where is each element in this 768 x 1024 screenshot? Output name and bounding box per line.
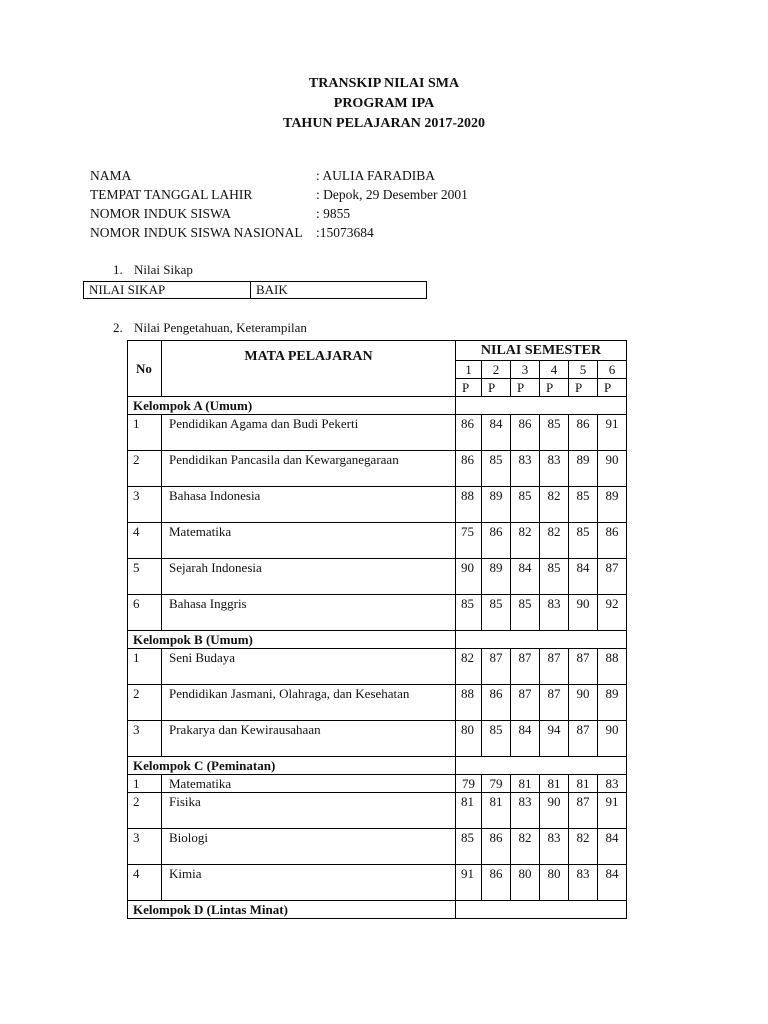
semester-2-score: 85 <box>482 721 511 757</box>
semester-5-score: 84 <box>569 559 598 595</box>
student-name-row <box>90 166 468 185</box>
semester-3-score: 82 <box>511 523 540 559</box>
semester-1-score: 86 <box>456 451 482 487</box>
semester-3-score: 86 <box>511 415 540 451</box>
subject-no: 3 <box>128 721 162 757</box>
birth-row <box>90 185 468 204</box>
attitude-label: NILAI SIKAP <box>84 282 251 299</box>
semester-5-score: 89 <box>569 451 598 487</box>
semester-2-score: 86 <box>482 523 511 559</box>
header-no: No <box>128 341 162 397</box>
semester-2-score: 86 <box>482 865 511 901</box>
semester-3-score: 84 <box>511 721 540 757</box>
semester-4-score: 82 <box>540 487 569 523</box>
title-line-1: TRANSKIP NILAI SMA <box>308 76 460 91</box>
subject-row <box>128 721 627 757</box>
semester-5-score: 81 <box>569 775 598 793</box>
semester-2-score: 85 <box>482 595 511 631</box>
subject-row <box>128 487 627 523</box>
subject-no: 2 <box>128 685 162 721</box>
semester-3-score: 87 <box>511 685 540 721</box>
semester-4-score: 85 <box>540 559 569 595</box>
header-semester-5: 5 <box>569 361 598 379</box>
section-2-title: Nilai Pengetahuan, Keterampilan <box>134 320 307 335</box>
student-info <box>90 166 468 242</box>
attitude-row <box>84 282 427 299</box>
header-subject: MATA PELAJARAN <box>162 341 456 397</box>
nis-label: NOMOR INDUK SISWA <box>90 206 232 221</box>
header-p-5: P <box>569 379 598 397</box>
section-1-title: Nilai Sikap <box>134 262 193 277</box>
semester-6-score: 84 <box>598 829 627 865</box>
semester-3-score: 83 <box>511 793 540 829</box>
header-row-1 <box>128 341 627 361</box>
subject-row <box>128 523 627 559</box>
semester-4-score: 90 <box>540 793 569 829</box>
subject-row <box>128 685 627 721</box>
semester-6-score: 88 <box>598 649 627 685</box>
semester-2-score: 79 <box>482 775 511 793</box>
subject-name: Seni Budaya <box>162 649 456 685</box>
semester-1-score: 75 <box>456 523 482 559</box>
semester-5-score: 82 <box>569 829 598 865</box>
semester-3-score: 84 <box>511 559 540 595</box>
subject-no: 4 <box>128 865 162 901</box>
semester-6-score: 84 <box>598 865 627 901</box>
semester-2-score: 89 <box>482 487 511 523</box>
subject-no: 1 <box>128 649 162 685</box>
subject-row <box>128 775 627 793</box>
semester-3-score: 81 <box>511 775 540 793</box>
semester-6-score: 89 <box>598 685 627 721</box>
header-p-4: P <box>540 379 569 397</box>
group-name: Kelompok D (Lintas Minat) <box>128 901 456 919</box>
title-line-3: TAHUN PELAJARAN 2017-2020 <box>283 116 485 131</box>
semester-6-score: 89 <box>598 487 627 523</box>
subject-name: Bahasa Inggris <box>162 595 456 631</box>
subject-row <box>128 793 627 829</box>
section-2-heading <box>113 320 307 336</box>
attitude-value: BAIK <box>251 282 427 299</box>
semester-3-score: 83 <box>511 451 540 487</box>
group-name: Kelompok A (Umum) <box>128 397 456 415</box>
subject-row <box>128 451 627 487</box>
semester-6-score: 90 <box>598 451 627 487</box>
subject-name: Bahasa Indonesia <box>162 487 456 523</box>
attitude-table <box>83 281 427 299</box>
document-title-block <box>0 74 768 134</box>
header-semester-4: 4 <box>540 361 569 379</box>
group-row <box>128 757 627 775</box>
semester-4-score: 81 <box>540 775 569 793</box>
semester-3-score: 87 <box>511 649 540 685</box>
semester-4-score: 87 <box>540 685 569 721</box>
subject-name: Biologi <box>162 829 456 865</box>
semester-1-score: 85 <box>456 595 482 631</box>
subject-row <box>128 559 627 595</box>
semester-5-score: 90 <box>569 595 598 631</box>
semester-1-score: 82 <box>456 649 482 685</box>
semester-3-score: 85 <box>511 595 540 631</box>
semester-6-score: 92 <box>598 595 627 631</box>
semester-2-score: 85 <box>482 451 511 487</box>
semester-6-score: 91 <box>598 793 627 829</box>
section-1-number: 1. <box>113 262 123 277</box>
header-p-3: P <box>511 379 540 397</box>
group-blank-cell <box>456 397 627 415</box>
header-p-1: P <box>456 379 482 397</box>
semester-1-score: 88 <box>456 487 482 523</box>
subject-row <box>128 829 627 865</box>
header-semester-2: 2 <box>482 361 511 379</box>
semester-2-score: 89 <box>482 559 511 595</box>
group-name: Kelompok B (Umum) <box>128 631 456 649</box>
birth-value: : Depok, 29 Desember 2001 <box>316 187 468 202</box>
subject-row <box>128 865 627 901</box>
semester-5-score: 87 <box>569 721 598 757</box>
subject-name: Matematika <box>162 523 456 559</box>
group-row <box>128 901 627 919</box>
subject-name: Fisika <box>162 793 456 829</box>
group-blank-cell <box>456 631 627 649</box>
semester-1-score: 86 <box>456 415 482 451</box>
semester-5-score: 87 <box>569 649 598 685</box>
nisn-row <box>90 223 468 242</box>
subject-no: 3 <box>128 829 162 865</box>
semester-1-score: 85 <box>456 829 482 865</box>
subject-name: Prakarya dan Kewirausahaan <box>162 721 456 757</box>
semester-2-score: 81 <box>482 793 511 829</box>
birth-label: TEMPAT TANGGAL LAHIR <box>90 187 253 202</box>
group-blank-cell <box>456 757 627 775</box>
semester-6-score: 90 <box>598 721 627 757</box>
section-1-heading <box>113 262 193 278</box>
header-p-2: P <box>482 379 511 397</box>
grades-table <box>127 340 627 919</box>
subject-no: 6 <box>128 595 162 631</box>
semester-4-score: 83 <box>540 451 569 487</box>
semester-1-score: 91 <box>456 865 482 901</box>
semester-4-score: 80 <box>540 865 569 901</box>
subject-name: Pendidikan Pancasila dan Kewarganegaraan <box>162 451 456 487</box>
student-name-label: NAMA <box>90 168 132 183</box>
nisn-value: :15073684 <box>316 225 374 240</box>
nis-value: : 9855 <box>316 206 351 221</box>
subject-no: 1 <box>128 415 162 451</box>
semester-1-score: 80 <box>456 721 482 757</box>
subject-no: 5 <box>128 559 162 595</box>
subject-row <box>128 595 627 631</box>
semester-4-score: 85 <box>540 415 569 451</box>
subject-name: Pendidikan Jasmani, Olahraga, dan Kesehatan <box>162 685 456 721</box>
subject-no: 1 <box>128 775 162 793</box>
subject-name: Sejarah Indonesia <box>162 559 456 595</box>
semester-5-score: 87 <box>569 793 598 829</box>
semester-5-score: 85 <box>569 487 598 523</box>
section-2-number: 2. <box>113 320 123 335</box>
subject-no: 2 <box>128 793 162 829</box>
group-name: Kelompok C (Peminatan) <box>128 757 456 775</box>
semester-1-score: 88 <box>456 685 482 721</box>
group-row <box>128 631 627 649</box>
subject-no: 2 <box>128 451 162 487</box>
semester-1-score: 81 <box>456 793 482 829</box>
subject-no: 3 <box>128 487 162 523</box>
subject-name: Kimia <box>162 865 456 901</box>
title-line-2: PROGRAM IPA <box>333 96 435 111</box>
semester-4-score: 87 <box>540 649 569 685</box>
semester-4-score: 82 <box>540 523 569 559</box>
header-semester-6: 6 <box>598 361 627 379</box>
semester-3-score: 85 <box>511 487 540 523</box>
header-semester-1: 1 <box>456 361 482 379</box>
nisn-label: NOMOR INDUK SISWA NASIONAL <box>90 225 303 240</box>
subject-row <box>128 649 627 685</box>
header-semester: NILAI SEMESTER <box>456 341 627 361</box>
subject-name: Matematika <box>162 775 456 793</box>
semester-3-score: 80 <box>511 865 540 901</box>
semester-5-score: 90 <box>569 685 598 721</box>
header-p-6: P <box>598 379 627 397</box>
semester-5-score: 85 <box>569 523 598 559</box>
nis-row <box>90 204 468 223</box>
semester-2-score: 86 <box>482 685 511 721</box>
semester-2-score: 86 <box>482 829 511 865</box>
semester-4-score: 83 <box>540 595 569 631</box>
student-name-value: : AULIA FARADIBA <box>316 168 436 183</box>
subject-row <box>128 415 627 451</box>
subject-name: Pendidikan Agama dan Budi Pekerti <box>162 415 456 451</box>
semester-1-score: 79 <box>456 775 482 793</box>
semester-2-score: 84 <box>482 415 511 451</box>
subject-no: 4 <box>128 523 162 559</box>
semester-6-score: 86 <box>598 523 627 559</box>
semester-4-score: 83 <box>540 829 569 865</box>
semester-2-score: 87 <box>482 649 511 685</box>
semester-6-score: 91 <box>598 415 627 451</box>
semester-1-score: 90 <box>456 559 482 595</box>
semester-5-score: 83 <box>569 865 598 901</box>
group-blank-cell <box>456 901 627 919</box>
group-row <box>128 397 627 415</box>
semester-3-score: 82 <box>511 829 540 865</box>
semester-6-score: 87 <box>598 559 627 595</box>
semester-6-score: 83 <box>598 775 627 793</box>
semester-4-score: 94 <box>540 721 569 757</box>
header-semester-3: 3 <box>511 361 540 379</box>
semester-5-score: 86 <box>569 415 598 451</box>
